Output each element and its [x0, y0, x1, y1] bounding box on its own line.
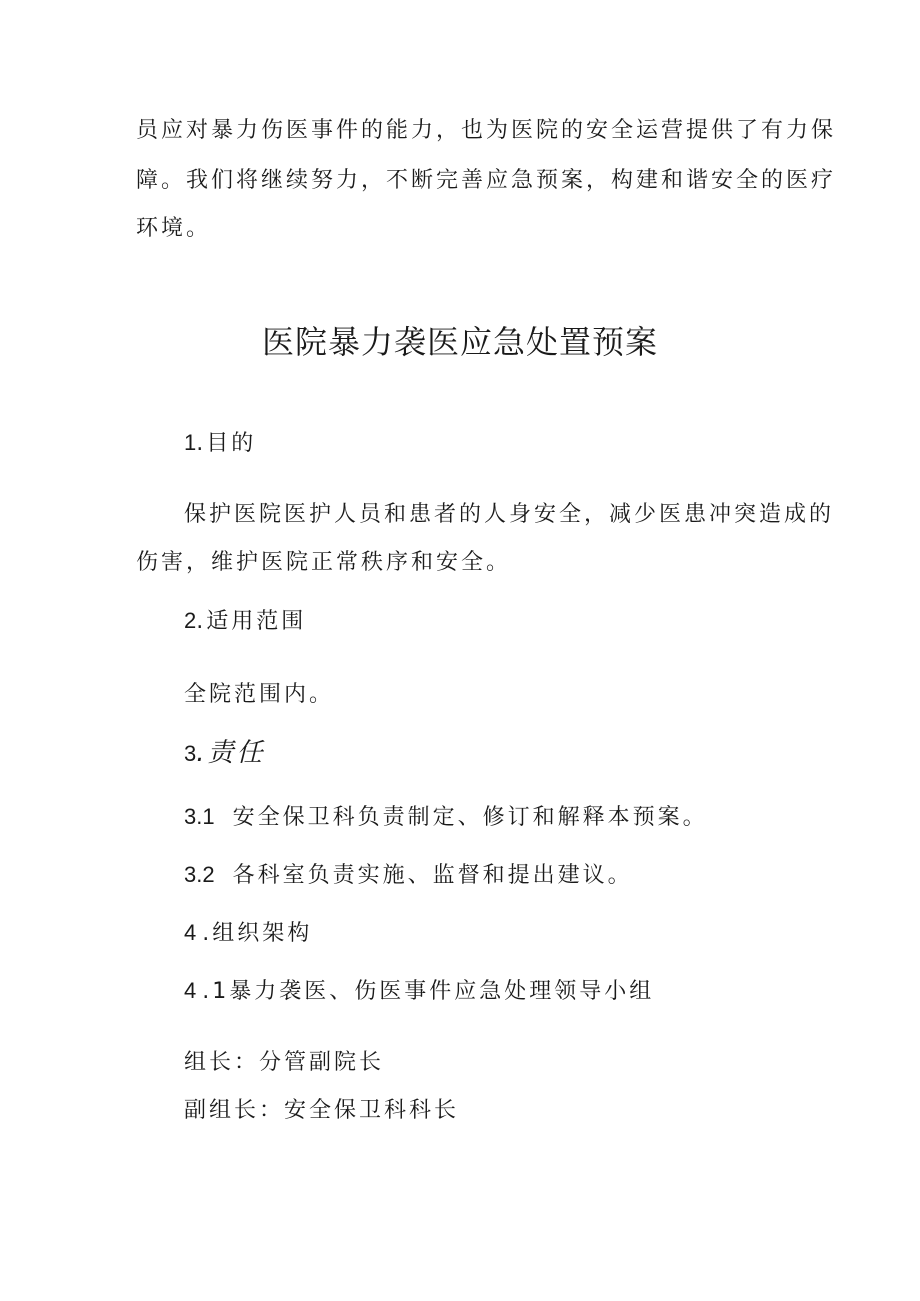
section-3-2-number: 3.2: [184, 862, 215, 887]
section-3-number: 3: [184, 741, 197, 766]
section-3-1-number: 3.1: [184, 804, 215, 829]
intro-line-1: 员应对暴力伤医事件的能力，也为医院的安全运营提供了有力保: [136, 118, 837, 143]
section-4-heading: [184, 918, 312, 949]
section-1-number: 1: [184, 430, 197, 455]
section-4-label: .组织架构: [202, 921, 313, 946]
section-4-1-number: 4: [184, 978, 197, 1003]
section-1-label: .目的: [196, 431, 257, 456]
section-3-2: [184, 860, 633, 891]
section-3-2-text: 各科室负责实施、监督和提出建议。: [232, 863, 633, 888]
section-3-heading: [184, 738, 266, 770]
section-1-body-line-2: 伤害，维护医院正常秩序和安全。: [136, 550, 512, 575]
section-1-body-line-1: 保护医院医护人员和患者的人身安全，减少医患冲突造成的: [184, 502, 835, 527]
section-1-heading: [184, 428, 256, 459]
section-4-number: 4: [184, 920, 197, 945]
intro-line-3: 环境。: [136, 216, 212, 241]
section-3-1: [184, 802, 708, 833]
section-3-label: .责任: [196, 738, 266, 768]
page-title: 医院暴力袭医应急处置预案: [261, 323, 658, 361]
deputy-group-leader: 副组长：安全保卫科科长: [184, 1098, 460, 1123]
section-2-body: 全院范围内。: [184, 682, 335, 707]
section-4-1: [184, 976, 654, 1007]
section-3-1-text: 安全保卫科负责制定、修订和解释本预案。: [232, 805, 708, 830]
section-4-1-text: .1暴力袭医、伤医事件应急处理领导小组: [202, 979, 655, 1004]
section-2-label: .适用范围: [196, 609, 307, 634]
section-2-heading: [184, 606, 306, 637]
section-2-number: 2: [184, 608, 197, 633]
group-leader: 组长：分管副院长: [184, 1050, 385, 1075]
intro-line-2: 障。我们将继续努力，不断完善应急预案，构建和谐安全的医疗: [136, 168, 837, 193]
